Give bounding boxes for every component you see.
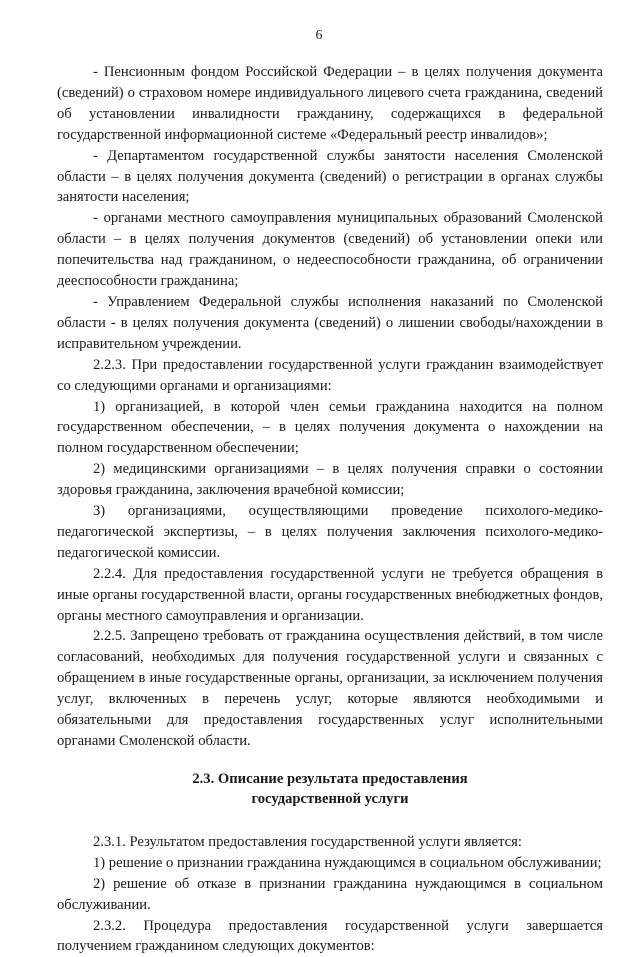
paragraph-item-3: 3) организациями, осуществляющими проведение психолого-медико-педагогической экспертизы, – в целях получения заключения психолого-медико-педагогической комиссии. <box>57 503 603 561</box>
section-heading <box>57 769 603 809</box>
paragraph-pension-fund: - Пенсионным фондом Российской Федерации – в целях получения документа (сведений) о страховом номере индивидуального лицевого счета гражданина, сведений об установлении инвалидности гражданину, содержащихся в федеральной государственной информационной системе «Федеральный реестр инвалидов»; <box>57 64 603 143</box>
paragraph-2-2-4: 2.2.4. Для предоставления государственной услуги не требуется обращения в иные органы государственной власти, органы государственных внебюджетных фондов, органы местного самоуправления и организации. <box>57 565 603 624</box>
section-heading-line-2: государственной услуги <box>251 790 409 807</box>
paragraph-employment-department: - Департаментом государственной службы занятости населения Смоленской области – в целях получения документа (сведений) о регистрации в органах службы занятости населения; <box>57 147 603 206</box>
paragraph-result-2: 2) решение об отказе в признании гражданина нуждающимся в социальном обслуживании. <box>57 875 603 913</box>
paragraph-2-3-1: 2.3.1. Результатом предоставления государственной услуги является: <box>93 833 522 850</box>
paragraph-item-2: 2) медицинскими организациями – в целях получения справки о состоянии здоровья гражданина, заключения врачебной комиссии; <box>57 461 603 499</box>
paragraph-2-2-3: 2.2.3. При предоставлении государственной услуги гражданин взаимодействует со следующими органами и организациями: <box>57 356 603 394</box>
paragraph-2-2-5: 2.2.5. Запрещено требовать от гражданина осуществления действий, в том числе согласований, необходимых для получения государственной услуги и связанных с обращением в иные государственные органы, организации, за исключением получения услуг, включенных в перечень услуг, которые являются необходимыми и обязательными для предоставления государственных услуг исполнительными органами Смоленской области. <box>57 628 603 749</box>
paragraph-2-3-2: 2.3.2. Процедура предоставления государственной услуги завершается получением гражданином следующих документов: <box>57 917 603 955</box>
paragraph-result-1: 1) решение о признании гражданина нуждающимся в социальном обслуживании; <box>93 854 602 871</box>
document-body <box>57 62 603 957</box>
section-heading-line-1: 2.3. Описание результата предоставления <box>192 770 468 787</box>
paragraph-penitentiary-service: - Управлением Федеральной службы исполнения наказаний по Смоленской области - в целях получения документа (сведений) о лишении свободы/нахождении в исправительном учреждении. <box>57 293 603 352</box>
paragraph-item-1: 1) организацией, в которой член семьи гражданина находится на полном государственном обеспечении, – в целях получения документа о нахождении на полном государственном обеспечении; <box>57 398 603 457</box>
page-number: 6 <box>315 28 323 43</box>
paragraph-local-self-government: - органами местного самоуправления муниципальных образований Смоленской области – в целях получения документов (сведений) об установлении опеки или попечительства над гражданином, о недееспособности гражданина, об ограничении дееспособности гражданина; <box>57 210 603 290</box>
